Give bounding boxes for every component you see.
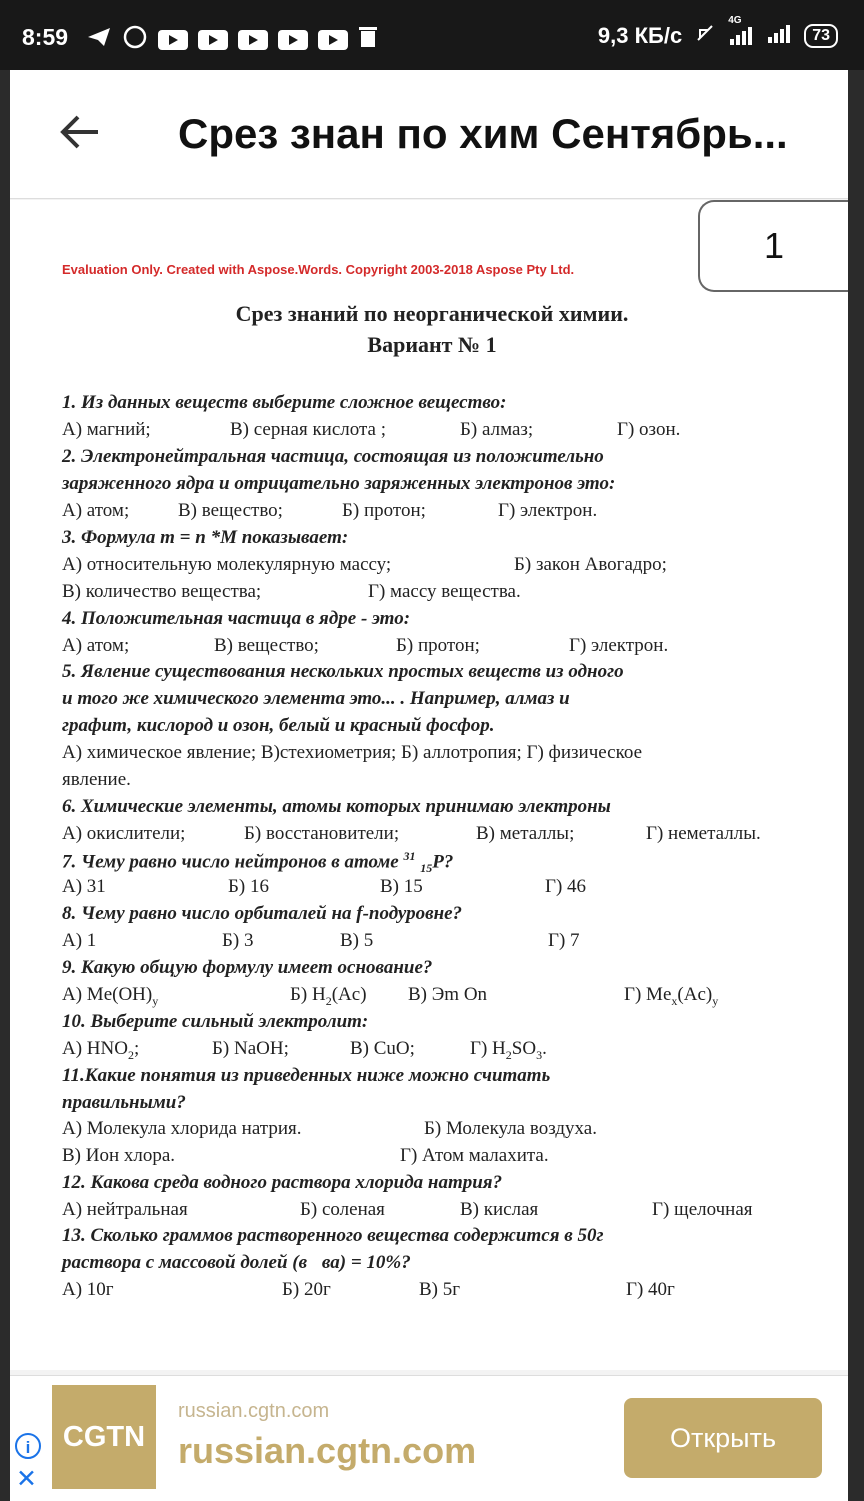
- option: Г) массу вещества.: [368, 581, 521, 602]
- option: Г) $H_2SO_3$.: [470, 1038, 547, 1062]
- youtube-icon: [198, 30, 228, 50]
- option: Б) протон;: [342, 500, 426, 521]
- option: Г) Атом малахита.: [400, 1145, 549, 1166]
- question-5-cont: и того же химического элемента это... . Например, алмаз и: [62, 688, 570, 709]
- question-3: 3. Формула m = n *M показывает:: [62, 527, 349, 548]
- option: В) кислая: [460, 1199, 539, 1220]
- option: А) окислители;: [62, 823, 186, 844]
- option: Г) электрон.: [498, 500, 598, 521]
- document-page[interactable]: [10, 200, 848, 1370]
- option: А) Молекула хлорида натрия.: [62, 1118, 302, 1139]
- document-heading: Срез знаний по неорганической химии.: [235, 301, 629, 326]
- question-11-cont: правильными?: [62, 1092, 186, 1113]
- ad-open-button[interactable]: Открыть: [624, 1398, 822, 1478]
- option: В) количество вещества;: [62, 581, 262, 602]
- option: Г) 40г: [626, 1279, 675, 1300]
- trash-icon: [358, 25, 378, 54]
- option: Г) неметаллы.: [646, 823, 761, 844]
- question-13-cont: раствора с массовой долей (в⃞ва) = 10%?: [62, 1252, 411, 1273]
- question-2: 2. Электронейтральная частица, состоящая из положительно: [62, 446, 604, 467]
- option: А) $HNO_2$;: [62, 1038, 140, 1062]
- mute-icon: [694, 22, 716, 50]
- notification-icons: [86, 24, 378, 55]
- network-speed: 9,3 КБ/с: [597, 23, 683, 48]
- document-title: Срез знан по хим Сентябрь...: [178, 110, 788, 157]
- variant-heading: Вариант № 1: [367, 332, 497, 357]
- question-11: 11.Какие понятия из приведенных ниже можно считать: [62, 1065, 551, 1086]
- ad-logo[interactable]: CGTN: [52, 1385, 156, 1489]
- ad-domain-small: russian.cgtn.com: [178, 1400, 330, 1422]
- question-7: [62, 849, 453, 876]
- option: А) атом;: [62, 635, 130, 656]
- youtube-icon: [158, 30, 188, 50]
- ad-domain[interactable]: russian.cgtn.com: [178, 1430, 477, 1471]
- option: Б) протон;: [396, 635, 480, 656]
- option: Г) $Me_x(Ac)_y$: [624, 984, 719, 1008]
- atomic-number: 15: [420, 861, 433, 876]
- option: Б) Молекула воздуха.: [424, 1118, 597, 1139]
- question-13: 13. Сколько граммов растворенного вещества содержится в 50г: [62, 1225, 604, 1246]
- option: В) Ион хлора.: [62, 1145, 176, 1166]
- question-10: 10. Выберите сильный электролит:: [62, 1011, 369, 1032]
- evaluation-watermark: Evaluation Only. Created with Aspose.Words. Copyright 2003-2018 Aspose Pty Ltd.: [62, 262, 575, 277]
- option: В) металлы;: [476, 823, 575, 844]
- option: Б) NaOH;: [212, 1038, 289, 1059]
- status-bar: [0, 0, 864, 70]
- option: Б) 20г: [282, 1279, 331, 1300]
- question-9: 9. Какую общую формулу имеет основание?: [62, 957, 433, 978]
- option: В) вещество;: [178, 500, 283, 521]
- youtube-icon: [278, 30, 308, 50]
- option: В) CuO;: [350, 1038, 415, 1059]
- option: Г) электрон.: [569, 635, 669, 656]
- ad-info-icon[interactable]: i: [15, 1433, 41, 1459]
- app-bar: [10, 70, 848, 199]
- option: Г) озон.: [617, 419, 681, 440]
- option: Г) 7: [548, 930, 580, 951]
- question-text: 7. Чему равно число нейтронов в атоме: [62, 851, 404, 873]
- youtube-icon: [238, 30, 268, 50]
- option: В) серная кислота ;: [230, 419, 386, 440]
- question-5: 5. Явление существования нескольких простых веществ из одного: [62, 661, 624, 682]
- question-6: 6. Химические элементы, атомы которых принимаю электроны: [62, 796, 611, 817]
- option: А) магний;: [62, 419, 151, 440]
- mass-number: 31: [403, 849, 416, 863]
- option: А) $Me(OH)_y$: [62, 984, 159, 1008]
- option: В) вещество;: [214, 635, 319, 656]
- status-time: 8:59: [22, 24, 69, 50]
- option: Б) закон Авогадро;: [514, 554, 667, 575]
- signal-icon: 4G: [728, 25, 754, 48]
- option: В) 15: [380, 876, 423, 897]
- option: А) 1: [62, 930, 97, 951]
- question-2-cont: заряженного ядра и отрицательно заряженных электронов это:: [62, 473, 616, 494]
- answers-5: А) химическое явление; В)стехиометрия; Б) аллотропия; Г) физическое: [62, 742, 643, 763]
- option: Г) щелочная: [652, 1199, 753, 1220]
- question-8: 8. Чему равно число орбиталей на f-подуровне?: [62, 903, 463, 924]
- question-1: 1. Из данных веществ выберите сложное вещество:: [62, 392, 507, 413]
- option: А) атом;: [62, 500, 130, 521]
- question-5-cont: графит, кислород и озон, белый и красный фосфор.: [62, 715, 495, 736]
- question-4: 4. Положительная частица в ядре - это:: [62, 608, 411, 629]
- option: В) Эm On: [408, 984, 488, 1005]
- battery-icon: 73: [804, 24, 838, 48]
- option: В) 5г: [419, 1279, 461, 1300]
- option: Б) 3: [222, 930, 254, 951]
- back-arrow-icon[interactable]: [58, 112, 102, 156]
- answers-5-cont: явление.: [62, 769, 131, 790]
- signal-icon: [766, 23, 792, 49]
- option: А) 31: [62, 876, 106, 897]
- option: А) 10г: [62, 1279, 114, 1300]
- question-12: 12. Какова среда водного раствора хлорида натрия?: [62, 1172, 503, 1193]
- element-symbol: P?: [432, 851, 454, 873]
- ad-close-icon[interactable]: ✕: [16, 1465, 37, 1493]
- option: Б) $H_2(Ac)$: [290, 984, 367, 1008]
- option: Г) 46: [545, 876, 587, 897]
- option: В) 5: [340, 930, 374, 951]
- option: Б) соленая: [300, 1199, 385, 1220]
- page-number-indicator: 1: [698, 200, 848, 292]
- option: Б) восстановители;: [244, 823, 400, 844]
- option: А) относительную молекулярную массу;: [62, 554, 392, 575]
- status-right: [597, 14, 838, 50]
- youtube-icon: [318, 30, 348, 50]
- whatsapp-icon: [122, 24, 148, 55]
- option: А) нейтральная: [62, 1199, 188, 1220]
- telegram-icon: [86, 26, 112, 53]
- option: Б) алмаз;: [460, 419, 534, 440]
- option: Б) 16: [228, 876, 269, 897]
